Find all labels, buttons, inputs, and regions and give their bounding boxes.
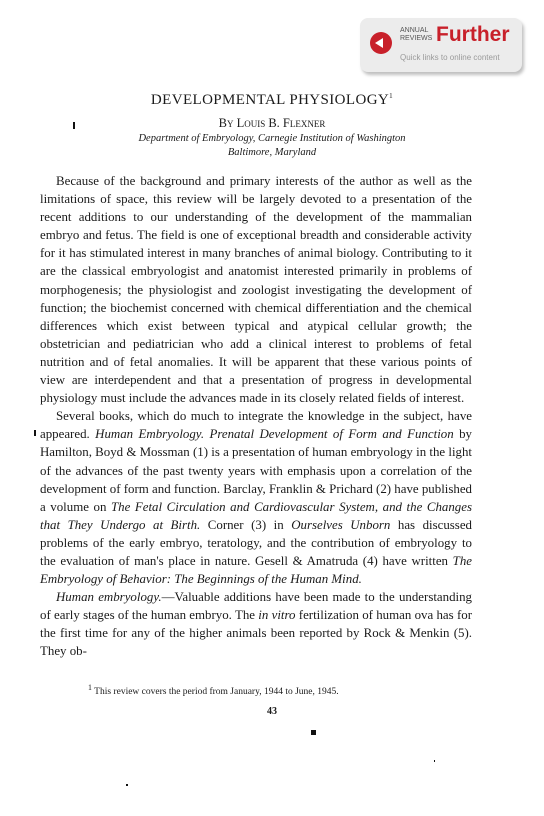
further-label: Further [436, 23, 510, 46]
paragraph-2 [40, 407, 472, 588]
quick-links-label: Quick links to online content [400, 53, 500, 62]
book-title-ourselves-unborn: Ourselves Unborn [291, 517, 391, 532]
title-text: DEVELOPMENTAL PHYSIOLOGY [150, 92, 390, 108]
paragraph-3 [40, 588, 472, 660]
article-title [0, 92, 544, 109]
section-heading-human-embryology: Human embryology. [56, 590, 162, 605]
scan-mark [126, 784, 128, 786]
p3-text-a: —Valuable additions have been made to the understanding of early stages of the human embryo. The [40, 590, 472, 623]
scan-mark [34, 430, 36, 436]
author-line: By Louis B. Flexner [218, 116, 326, 130]
scan-mark [434, 760, 435, 762]
p3-in-vitro: in vitro [258, 608, 296, 623]
title-footnote-mark: 1 [389, 92, 394, 100]
book-title-embryology-of-behavior: The Embryology of Behavior: The Beginnings of the Human Mind. [40, 553, 472, 587]
scan-mark [311, 730, 316, 735]
p2-text-c: by Hamilton, Boyd & Mossman (1) is a presentation of human embryology in the light of the advances of the past twenty years with emphasis upon a correlation of the development of form and function. Barclay, Franklin & Prichard (2) have published a volume on [40, 427, 472, 514]
book-title-fetal-circulation: The Fetal Circulation and Cardiovascular System, and the Changes that They Undergo at Birth. [40, 499, 472, 532]
book-title-human-embryology: Human Embryology. Prenatal Development of Form and Function [95, 427, 454, 442]
p3-text-c: fertilization of human ova has for the first time for any of the higher animals been reported by Rock & Menkin (5). They ob- [40, 608, 472, 659]
further-banner[interactable] [360, 18, 522, 72]
page-number: 43 [267, 706, 277, 717]
affiliation-location: Baltimore, Maryland [227, 147, 317, 158]
footnote-text: This review covers the period from January, 1944 to June, 1945. [94, 687, 339, 698]
p2-text-g: has discussed problems of the early embryo, teratology, and the contribution of embryology to the evaluation of man's place in nature. Gesell & Amatruda (4) have written [40, 517, 472, 568]
footnote [88, 683, 488, 697]
affiliation-institution: Department of Embryology, Carnegie Institution of Washington [138, 133, 406, 144]
annual-reviews-arrow-icon [370, 32, 392, 54]
article-body [40, 172, 472, 661]
p2-text-a: Several books, which do much to integrate the knowledge in the subject, have appeared. [40, 409, 472, 442]
footnote-mark: 1 [88, 683, 92, 692]
paragraph-1: Because of the background and primary interests of the author as well as the limitations of space, this review will be largely devoted to a presentation of the recent additions to our understanding of the development of the mammalian embryo and fetus. The field is one of exceptional breadth and considerable activity for it has stimulated interest in many branches of animal biology. Contributing to it are the classical embryologist and anatomist interested primarily in problems of morphogenesis; the physiologist and zoologist investigating the development of function; the biochemist concerned with chemical differentiation and the chemical differences which exist between typical and atypical cellular growth; the obstetrician and pediatrician who add a clinical interest to problems of fetal nutrition and of fetal anomalies. It will be apparent that these various points of view are interdependent and that a presentation of progress in developmental physiology must include the advances made in its closely related fields of interest. [40, 174, 472, 406]
p2-text-e: Corner (3) in [200, 517, 292, 532]
affiliation [0, 132, 544, 160]
annual-reviews-label: ANNUAL REVIEWS [400, 27, 433, 42]
scan-mark [73, 122, 75, 129]
